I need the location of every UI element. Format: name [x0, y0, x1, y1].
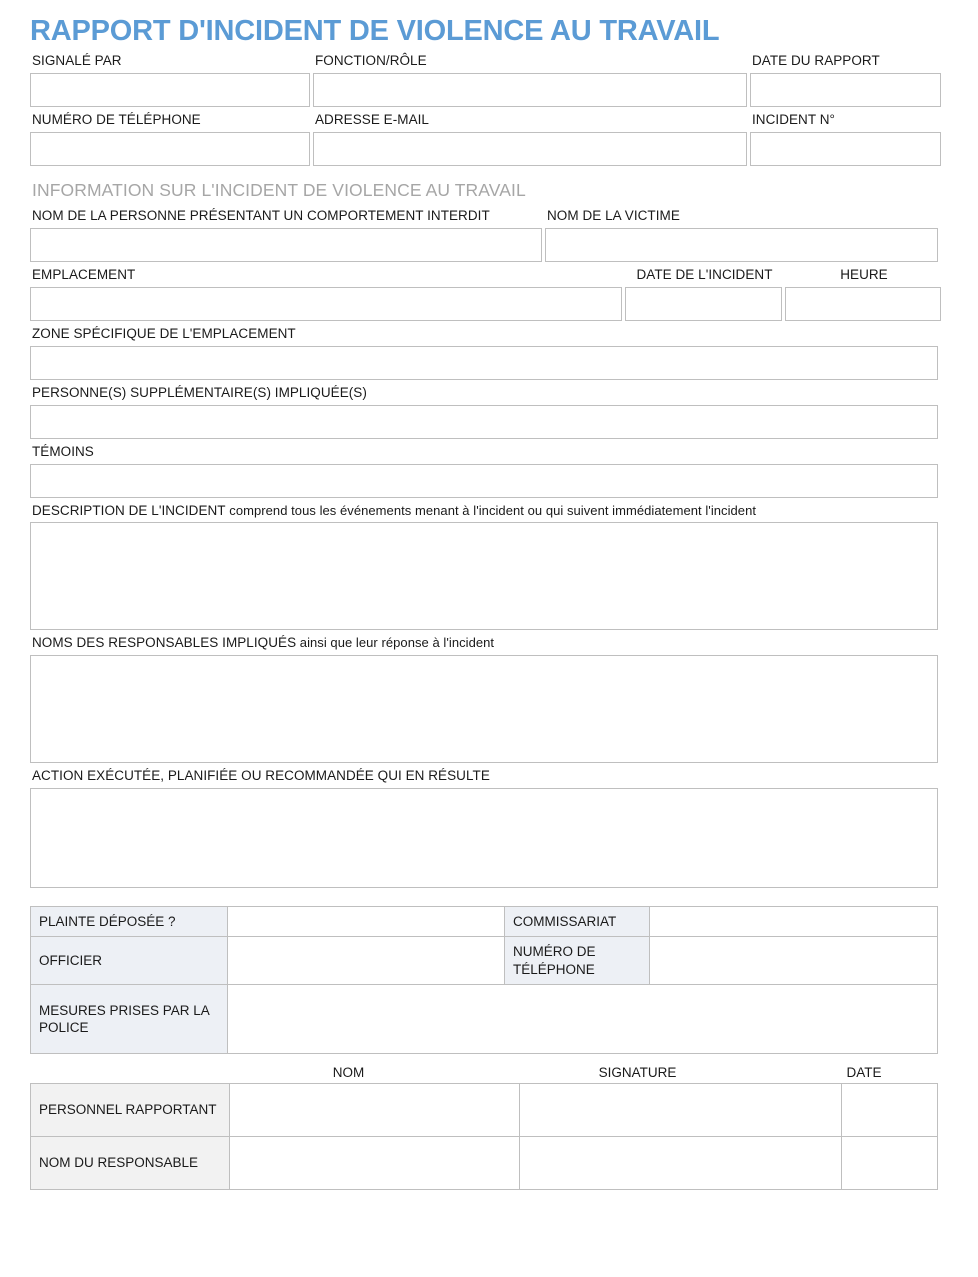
label-noms-responsables	[30, 630, 938, 655]
label-description-incident-rest: comprend tous les événements menant à l'incident ou qui suivent immédiatement l'incident	[225, 502, 757, 518]
cell-input-nom-du-responsable-nom[interactable]	[230, 1136, 520, 1189]
cell-label-commissariat: COMMISSARIAT	[505, 907, 650, 937]
input-incident-no[interactable]	[750, 132, 941, 166]
cell-input-commissariat[interactable]	[650, 907, 938, 937]
label-zone-specifique: ZONE SPÉCIFIQUE DE L'EMPLACEMENT	[32, 325, 296, 341]
input-zone-specifique[interactable]	[30, 346, 938, 380]
textarea-noms-responsables[interactable]	[30, 655, 938, 763]
input-signale-par[interactable]	[30, 73, 310, 107]
label-temoins: TÉMOINS	[32, 443, 94, 459]
label-date-du-rapport: DATE DU RAPPORT	[752, 53, 880, 69]
label-incident-no: INCIDENT N°	[752, 112, 835, 128]
cell-input-mesures-prises-police[interactable]	[228, 984, 938, 1053]
label-fonction-role: FONCTION/RÔLE	[315, 53, 427, 69]
table-row	[31, 1083, 938, 1136]
field-incident-no	[750, 107, 941, 166]
label-nom-de-la-victime: NOM DE LA VICTIME	[547, 208, 680, 224]
cell-label-mesures-prises-police: MESURES PRISES PAR LA POLICE	[31, 984, 228, 1053]
cell-input-nom-du-responsable-date[interactable]	[842, 1136, 938, 1189]
table-row	[31, 937, 938, 985]
cell-input-officier[interactable]	[228, 937, 505, 985]
textarea-action-executee[interactable]	[30, 788, 938, 888]
input-date-de-l-incident[interactable]	[625, 287, 782, 321]
reporter-row-1	[30, 48, 948, 107]
input-numero-de-telephone[interactable]	[30, 132, 310, 166]
cell-label-plainte-deposee: PLAINTE DÉPOSÉE ?	[31, 907, 228, 937]
section-heading-incident-info: INFORMATION SUR L'INCIDENT DE VIOLENCE AU TRAVAIL	[32, 180, 526, 201]
field-date-de-l-incident	[625, 262, 782, 321]
textarea-description-incident[interactable]	[30, 522, 938, 630]
cell-label-personnel-rapportant: PERSONNEL RAPPORTANT	[31, 1083, 230, 1136]
field-description-incident	[30, 498, 938, 631]
signature-header-date: DATE	[846, 1064, 882, 1080]
input-nom-de-la-victime[interactable]	[545, 228, 938, 262]
spacer	[30, 1054, 948, 1065]
label-emplacement: EMPLACEMENT	[32, 267, 136, 283]
label-nom-personne-comportement-interdit: NOM DE LA PERSONNE PRÉSENTANT UN COMPORTEMENT INTERDIT	[32, 208, 490, 224]
label-description-incident-bold: DESCRIPTION DE L'INCIDENT	[32, 502, 226, 518]
signature-header-signature: SIGNATURE	[598, 1064, 677, 1080]
reporter-row-2	[30, 107, 948, 166]
signature-table-header-row	[30, 1065, 938, 1083]
input-heure[interactable]	[785, 287, 941, 321]
page-title: RAPPORT D'INCIDENT DE VIOLENCE AU TRAVAIL	[30, 15, 720, 47]
field-personnes-supplementaires	[30, 380, 938, 439]
field-zone-specifique	[30, 321, 938, 380]
table-row	[31, 907, 938, 937]
input-fonction-role[interactable]	[313, 73, 747, 107]
label-heure: HEURE	[840, 267, 888, 283]
input-temoins[interactable]	[30, 464, 938, 498]
field-signale-par	[30, 48, 310, 107]
cell-input-personnel-rapportant-signature[interactable]	[520, 1083, 842, 1136]
signature-header-spacer	[30, 1065, 212, 1080]
signature-table	[30, 1083, 938, 1190]
field-numero-de-telephone	[30, 107, 310, 166]
label-adresse-e-mail: ADRESSE E-MAIL	[315, 112, 429, 128]
label-numero-de-telephone: NUMÉRO DE TÉLÉPHONE	[32, 112, 201, 128]
incident-location-row	[30, 262, 948, 321]
cell-input-personnel-rapportant-date[interactable]	[842, 1083, 938, 1136]
signature-header-nom: NOM	[332, 1064, 365, 1080]
label-noms-responsables-bold: NOMS DES RESPONSABLES IMPLIQUÉS	[32, 635, 297, 651]
field-nom-personne-comportement-interdit	[30, 203, 542, 262]
incident-names-row	[30, 203, 948, 262]
label-description-incident	[30, 498, 938, 523]
field-heure	[785, 262, 941, 321]
field-noms-responsables	[30, 630, 938, 763]
label-noms-responsables-rest: ainsi que leur réponse à l'incident	[296, 635, 495, 651]
field-adresse-e-mail	[313, 107, 747, 166]
cell-label-nom-du-responsable: NOM DU RESPONSABLE	[31, 1136, 230, 1189]
field-nom-de-la-victime	[545, 203, 938, 262]
field-emplacement	[30, 262, 622, 321]
police-table	[30, 906, 938, 1054]
field-fonction-role	[313, 48, 747, 107]
cell-label-officier: OFFICIER	[31, 937, 228, 985]
label-action-executee: ACTION EXÉCUTÉE, PLANIFIÉE OU RECOMMANDÉE QUI EN RÉSULTE	[32, 768, 490, 784]
input-adresse-e-mail[interactable]	[313, 132, 747, 166]
label-signale-par: SIGNALÉ PAR	[32, 53, 122, 69]
field-temoins	[30, 439, 938, 498]
field-action-executee	[30, 763, 938, 888]
cell-label-numero-telephone-police: NUMÉRO DE TÉLÉPHONE	[505, 937, 650, 985]
table-row	[31, 984, 938, 1053]
cell-input-numero-telephone-police[interactable]	[650, 937, 938, 985]
field-date-du-rapport	[750, 48, 941, 107]
cell-input-nom-du-responsable-signature[interactable]	[520, 1136, 842, 1189]
cell-input-personnel-rapportant-nom[interactable]	[230, 1083, 520, 1136]
cell-input-plainte-deposee[interactable]	[228, 907, 505, 937]
input-date-du-rapport[interactable]	[750, 73, 941, 107]
label-personnes-supplementaires: PERSONNE(S) SUPPLÉMENTAIRE(S) IMPLIQUÉE(S)	[32, 384, 367, 400]
spacer	[30, 888, 948, 906]
label-date-de-l-incident: DATE DE L'INCIDENT	[636, 267, 773, 283]
input-emplacement[interactable]	[30, 287, 622, 321]
table-row	[31, 1136, 938, 1189]
input-personnes-supplementaires[interactable]	[30, 405, 938, 439]
input-nom-personne-comportement-interdit[interactable]	[30, 228, 542, 262]
